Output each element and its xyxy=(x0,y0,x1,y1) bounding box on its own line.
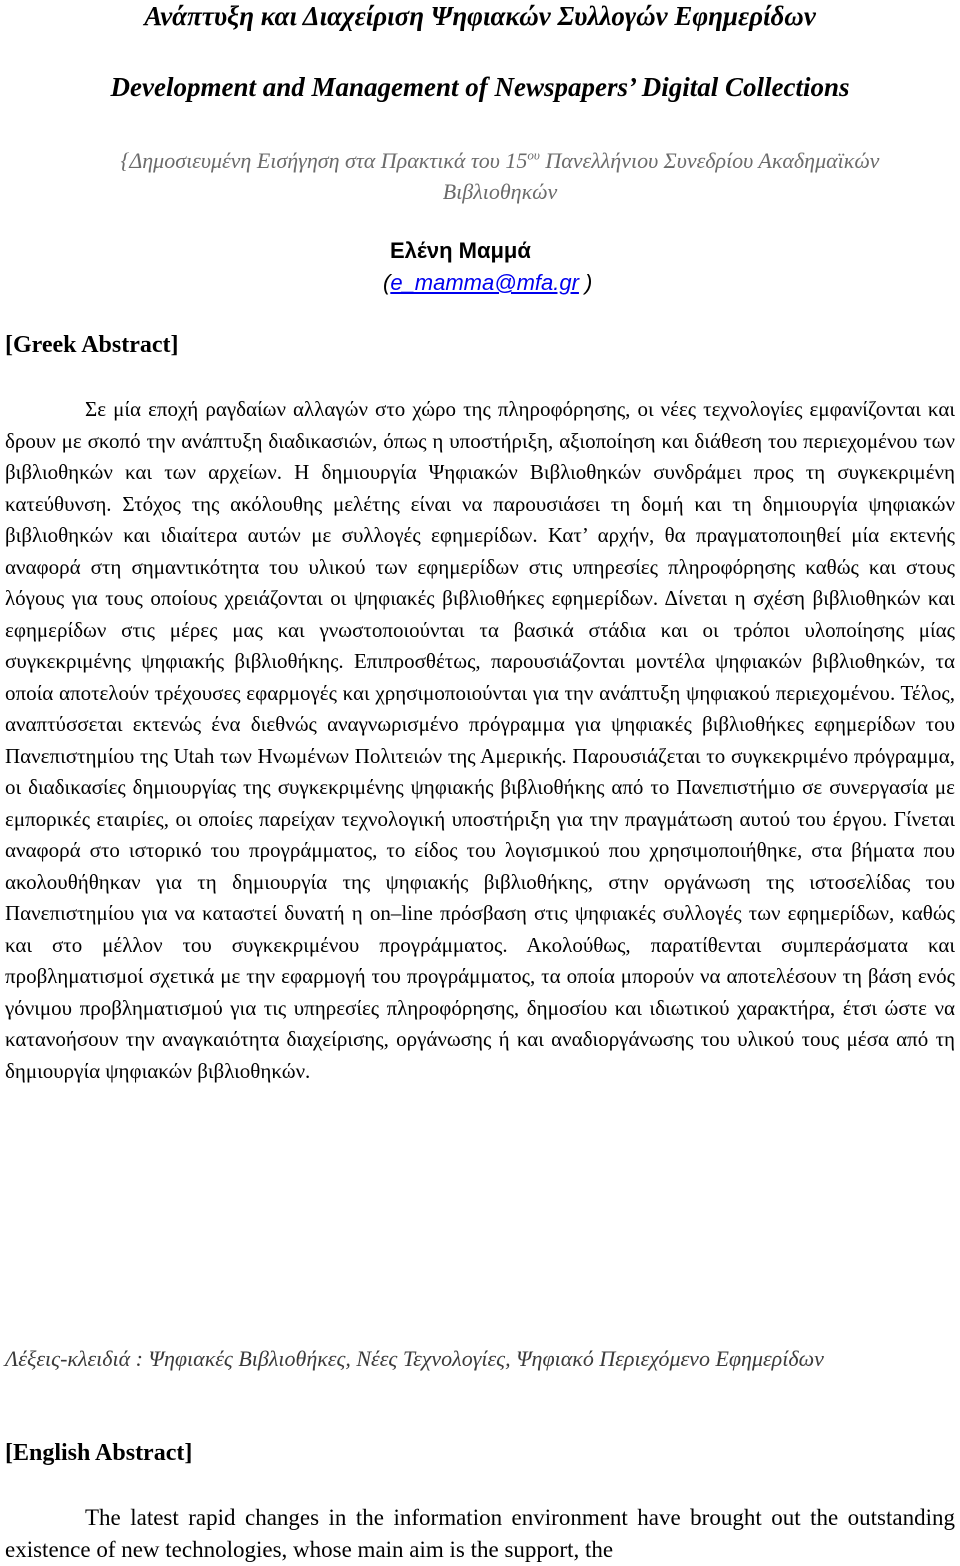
author-email-line xyxy=(383,269,592,297)
author-name: Ελένη Μαμμά xyxy=(390,238,531,263)
publication-note xyxy=(100,145,900,207)
english-abstract-text: The latest rapid changes in the information environment have brought out the outstanding existence of new technologies, whose main aim is the support, the xyxy=(5,1505,955,1562)
english-abstract-heading: [English Abstract] xyxy=(5,1440,193,1466)
publication-note-post: Πανελλήνιου Συνεδρίου Ακαδημαϊκών Βιβλιοθηκών xyxy=(442,148,880,204)
greek-abstract-heading: [Greek Abstract] xyxy=(5,332,179,358)
title-english: Development and Management of Newspapers’ Digital Collections xyxy=(110,72,850,102)
title-greek: Ανάπτυξη και Διαχείριση Ψηφιακών Συλλογών Εφημερίδων xyxy=(144,1,816,31)
greek-abstract-text: Σε μία εποχή ραγδαίων αλλαγών στο χώρο της πληροφόρησης, οι νέες τεχνολογίες εμφανίζονται και δρουν με σκοπό την ανάπτυξη διαδικασιών, όπως η υποστήριξη, αξιοποίηση και διάθεση του περιεχομένου των βιβλιοθηκών και των αρχείων. Η δημιουργία Ψηφιακών Βιβλιοθηκών συνδράμει προς τη συγκεκριμένη κατεύθυνση. Στόχος της ακόλουθης μελέτης είναι να παρουσιάσει τη δομή και τη δημιουργία ψηφιακών βιβλιοθηκών και ιδιαίτερα αυτών με συλλογές εφημερίδων. Κατ’ αρχήν, θα πραγματοποιηθεί μία εκτενής αναφορά στη σημαντικότητα του υλικού των εφημερίδων στις υπηρεσίες πληροφόρησης καθώς και στους λόγους για τους οποίους χρειάζονται οι ψηφιακές βιβλιοθήκες εφημερίδων. Δίνεται η σχέση βιβλιοθηκών και εφημερίδων στις μέρες μας και γνωστοποιούνται τα βασικά στάδια και οι τρόποι υλοποίησης μίας συγκεκριμένης ψηφιακής βιβλιοθήκης. Επιπροσθέτως, παρουσιάζονται μοντέλα ψηφιακών βιβλιοθηκών, τα οποία αποτελούν τρέχουσες εφαρμογές και χρησιμοποιούνται για την ανάπτυξη ψηφιακού περιεχομένου. Τέλος, αναπτύσσεται εκτενώς ένα διεθνώς αναγνωρισμένο πρόγραμμα για ψηφιακές βιβλιοθήκες εφημερίδων του Πανεπιστημίου της Utah των Ηνωμένων Πολιτειών της Αμερικής. Παρουσιάζεται το συγκεκριμένο πρόγραμμα, οι διαδικασίες δημιουργίας της συγκεκριμένης ψηφιακής βιβλιοθήκης από το Πανεπιστήμιο σε συνεργασία με εμπορικές εταιρίες, οι οποίες παρείχαν τεχνολογική υποστήριξη για την πραγμάτωση αυτού του έργου. Γίνεται αναφορά στο ιστορικό του προγράμματος, το είδος του λογισμικού που χρησιμοποιήθηκε, στα βήματα που ακολουθήθηκαν για τη δημιουργία της ψηφιακής βιβλιοθήκης, στην οργάνωση της ιστοσελίδας του Πανεπιστημίου για να καταστεί δυνατή η on–line πρόσβαση στις ψηφιακές συλλογές των εφημερίδων, καθώς και στο μέλλον του συγκεκριμένου προγράμματος. Ακολούθως, παρατίθενται συμπεράσματα και προβληματισμοί σχετικά με την εφαρμογή του προγράμματος, τα οποία μπορούν να αποτελέσουν τη βάση ενός γόνιμου προβληματισμού για τις υπηρεσίες πληροφόρησης, δημοσίου και ιδιωτικού χαρακτήρα, έτσι ώστε να κατανοήσουν την αναγκαιότητα διαχείρισης, οργάνωσης ή και αναδιοργάνωσης του υλικού τους μέσα από τη δημιουργία ψηφιακών βιβλιοθηκών. xyxy=(5,397,955,1083)
publication-note-superscript: ου xyxy=(527,147,540,163)
email-close-paren: ) xyxy=(578,270,593,295)
publication-note-pre: {Δημοσιευμένη Εισήγηση στα Πρακτικά του 15 xyxy=(120,148,528,173)
author-email-link[interactable]: e_mamma@mfa.gr xyxy=(390,270,579,295)
email-open-paren: ( xyxy=(383,270,391,295)
keywords: Λέξεις-κλειδιά : Ψηφιακές Βιβλιοθήκες, Νέες Τεχνολογίες, Ψηφιακό Περιεχόμενο Εφημερίδων xyxy=(5,1346,824,1371)
